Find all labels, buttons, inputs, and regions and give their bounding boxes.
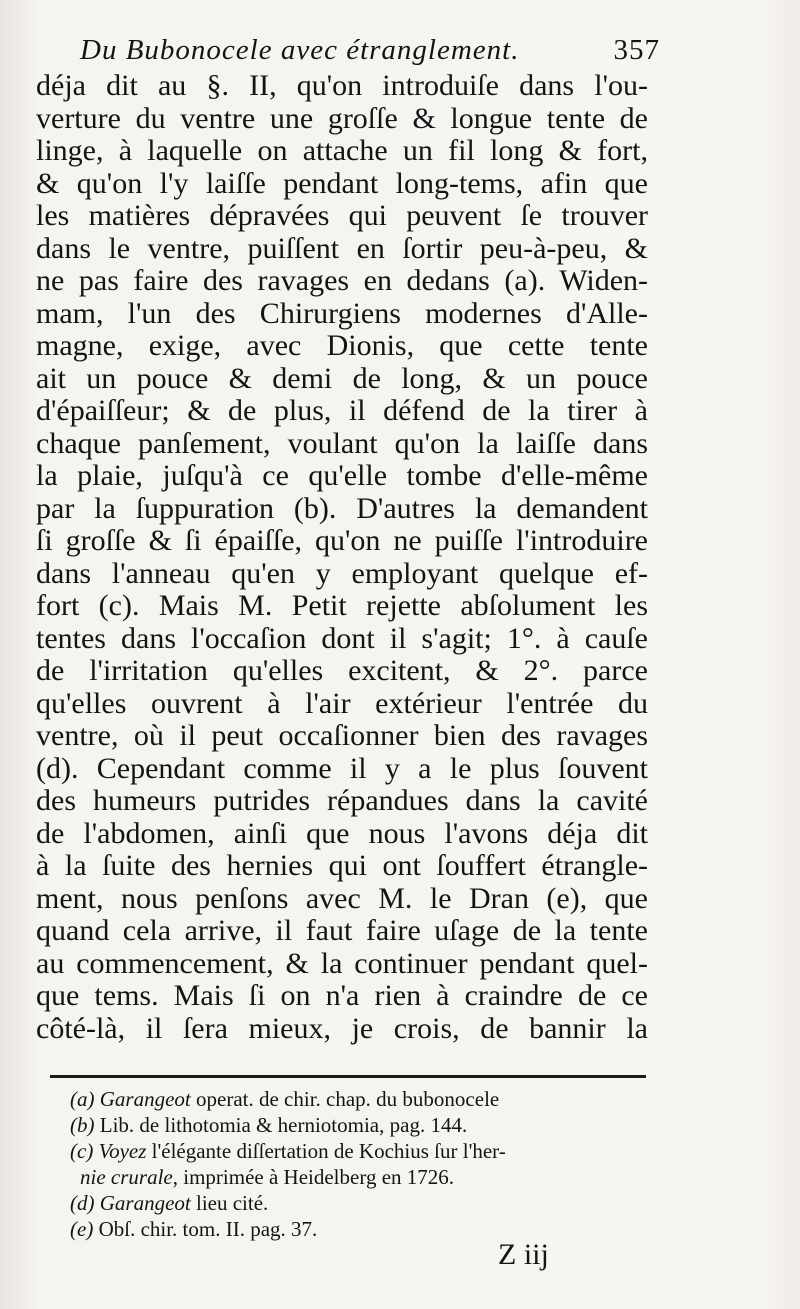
text-line: par la ſuppuration (b). D'autres la demandent	[36, 491, 648, 525]
text-line: (d). Cependant comme il y a le plus ſouvent	[36, 751, 648, 785]
footnote-marker: (d)	[70, 1191, 100, 1215]
text-line: dans l'anneau qu'en y employant quelque ef-	[36, 556, 648, 590]
footnote-marker: (a)	[70, 1087, 100, 1111]
text-line: au commencement, & la continuer pendant quel-	[36, 946, 648, 980]
text-line: à la ſuite des hernies qui ont ſouffert étrangle-	[36, 849, 648, 882]
text-line: quand cela arrive, il faut faire uſage de la tente	[36, 914, 648, 947]
text-line: ment, nous penſons avec M. le Dran (e), que	[36, 881, 648, 915]
footnote-text: l'élégante diſſertation de Kochius ſur l'her-	[146, 1139, 506, 1163]
text-line: d'épaiſſeur; & de plus, il défend de la tirer à	[36, 394, 648, 427]
header-title: Du Bubonocele avec étranglement.	[80, 34, 520, 66]
text-line: chaque panſement, voulant qu'on la laiſſe dans	[36, 426, 648, 460]
text-line: la plaie, juſqu'à ce qu'elle tombe d'elle-même	[36, 459, 648, 492]
footnote-author: nie crurale	[80, 1165, 173, 1189]
text-line: ventre, où il peut occaſionner bien des ravages	[36, 719, 648, 752]
footnote-text: operat. de chir. chap. du bubonocele	[190, 1087, 500, 1111]
text-line: ſi groſſe & ſi épaiſſe, qu'on ne puiſſe l'introduire	[36, 524, 648, 557]
text-line: dans le ventre, puiſſent en ſortir peu-à-peu, &	[36, 231, 648, 265]
text-line: linge, à laquelle on attache un fil long & fort,	[36, 134, 648, 167]
text-line: déja dit au §. II, qu'on introduiſe dans l'ou-	[36, 69, 648, 102]
text-line: des humeurs putrides répandues dans la cavité	[36, 784, 648, 817]
text-line: fort (c). Mais M. Petit rejette abſolument les	[36, 589, 648, 622]
text-line: ne pas faire des ravages en dedans (a). Widen-	[36, 264, 648, 297]
footnote-divider	[50, 1075, 646, 1078]
text-line: de l'irritation qu'elles excitent, & 2°. parce	[36, 654, 648, 687]
signature-mark: Z iij	[498, 1238, 549, 1271]
text-line: de l'abdomen, ainſi que nous l'avons déja dit	[36, 816, 648, 850]
footnote-author: Garangeot	[99, 1087, 191, 1111]
footnote	[70, 1086, 660, 1112]
text-line: les matières dépravées qui peuvent ſe trouver	[36, 199, 648, 232]
text-line: & qu'on l'y laiſſe pendant long-tems, afin que	[36, 166, 648, 200]
text-line: verture du ventre une groſſe & longue tente de	[36, 101, 648, 135]
running-header	[80, 34, 660, 74]
footnote	[70, 1138, 660, 1164]
footnotes	[70, 1086, 660, 1242]
footnote-marker: (b)	[70, 1113, 100, 1137]
text-line: côté-là, il ſera mieux, je crois, de bannir la	[36, 1011, 648, 1045]
footnote	[70, 1216, 660, 1242]
footnote-marker: (c)	[70, 1139, 99, 1163]
text-line: que tems. Mais ſi on n'a rien à craindre de ce	[36, 979, 648, 1012]
footnote-author: Voyez	[98, 1139, 147, 1163]
footnote-text: , imprimée à Heidelberg en 1726.	[172, 1165, 455, 1189]
body-text	[36, 70, 648, 1045]
text-line: mam, l'un des Chirurgiens modernes d'Alle-	[36, 296, 648, 330]
footnote-marker: (e)	[70, 1217, 99, 1241]
footnote-text: lieu cité.	[190, 1191, 269, 1215]
text-line: ait un pouce & demi de long, & un pouce	[36, 361, 648, 395]
footnote	[70, 1112, 660, 1138]
text-line: qu'elles ouvrent à l'air extérieur l'entrée du	[36, 686, 648, 720]
footnote-text: Lib. de lithotomia & herniotomia, pag. 144.	[99, 1113, 468, 1137]
footnote	[70, 1164, 660, 1190]
footnote	[70, 1190, 660, 1216]
page-number: 357	[613, 34, 660, 66]
text-line: magne, exige, avec Dionis, que cette tente	[36, 329, 648, 362]
text-line: tentes dans l'occaſion dont il s'agit; 1°. à cauſe	[36, 621, 648, 655]
footnote-author: Garangeot	[99, 1191, 191, 1215]
footnote-text: Obſ. chir. tom. II. pag. 37.	[98, 1217, 318, 1241]
